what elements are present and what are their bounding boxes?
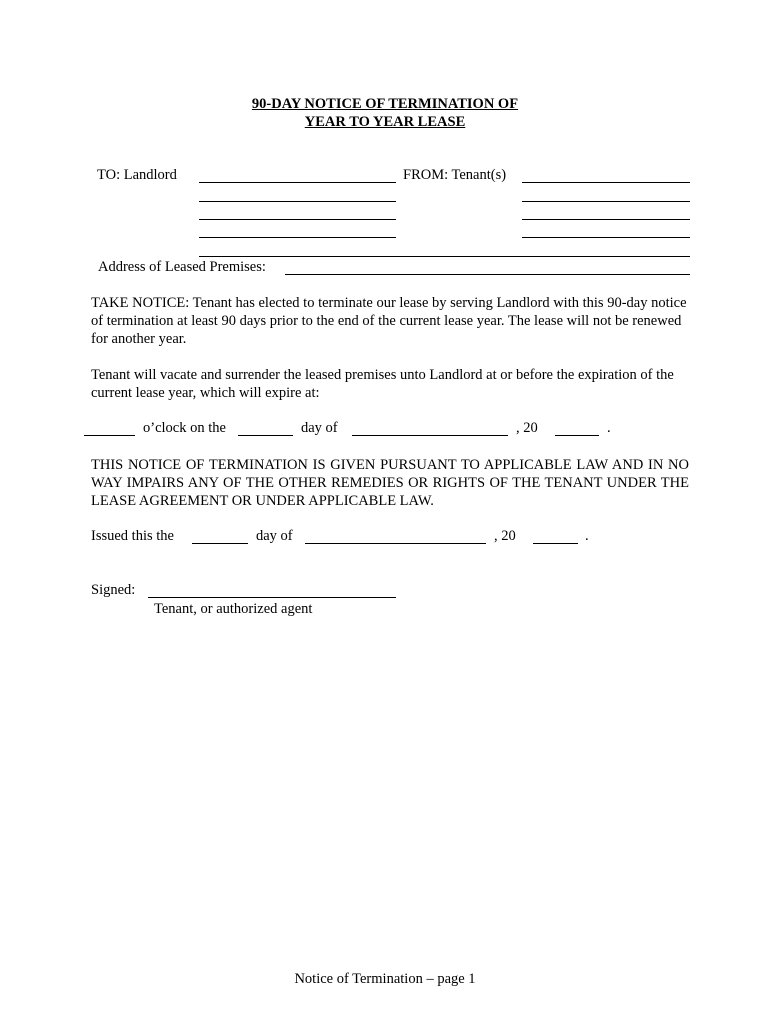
vacate-paragraph: Tenant will vacate and surrender the leased premises unto Landlord at or before the expiration of the current lease year, which will expire at: [91, 367, 674, 401]
expiry-year-line[interactable] [555, 435, 599, 436]
expiry-day-of-label: day of [301, 420, 338, 436]
address-label: Address of Leased Premises: [98, 259, 266, 275]
document-title-line-1: 90-DAY NOTICE OF TERMINATION OF [251, 96, 519, 112]
issued-label: Issued this the [91, 528, 174, 544]
issued-month-line[interactable] [305, 543, 486, 544]
signer-caption: Tenant, or authorized agent [154, 601, 313, 617]
tenant-name-line-4[interactable] [522, 237, 690, 238]
separator-line [199, 256, 690, 257]
legal-notice-paragraph: THIS NOTICE OF TERMINATION IS GIVEN PURSUANT TO APPLICABLE LAW AND IN NO WAY IMPAIRS ANY OF THE OTHER REMEDIES OR RIGHTS OF THE TENANT UNDER THE LEASE AGREEMENT OR UNDER APPLICABLE LAW. [91, 457, 689, 509]
issued-year-line[interactable] [533, 543, 578, 544]
to-landlord-label: TO: Landlord [97, 167, 177, 183]
expiry-day-line[interactable] [238, 435, 293, 436]
signed-label: Signed: [91, 582, 136, 598]
landlord-name-line-1[interactable] [199, 182, 396, 183]
expiry-period: . [607, 420, 611, 436]
oclock-label: o’clock on the [143, 420, 226, 436]
expiry-hour-line[interactable] [84, 435, 135, 436]
from-tenant-label: FROM: Tenant(s) [403, 167, 507, 183]
address-line[interactable] [285, 274, 690, 275]
issued-period: . [585, 528, 589, 544]
signature-line[interactable] [148, 597, 396, 598]
landlord-name-line-2[interactable] [199, 201, 396, 202]
take-notice-paragraph: TAKE NOTICE: Tenant has elected to terminate our lease by serving Landlord with this 90-day notice of termination at least 90 days prior to the end of the current lease year. The lease will not be renewed for another year. [91, 295, 687, 347]
expiry-year-prefix: , 20 [516, 420, 538, 436]
tenant-name-line-3[interactable] [522, 219, 690, 220]
document-title-line-2: YEAR TO YEAR LEASE [304, 114, 466, 130]
landlord-name-line-3[interactable] [199, 219, 396, 220]
tenant-name-line-1[interactable] [522, 182, 690, 183]
issued-day-of-label: day of [256, 528, 293, 544]
issued-year-prefix: , 20 [494, 528, 516, 544]
page-footer: Notice of Termination – page 1 [294, 971, 476, 987]
landlord-name-line-4[interactable] [199, 237, 396, 238]
issued-day-line[interactable] [192, 543, 248, 544]
tenant-name-line-2[interactable] [522, 201, 690, 202]
expiry-month-line[interactable] [352, 435, 508, 436]
